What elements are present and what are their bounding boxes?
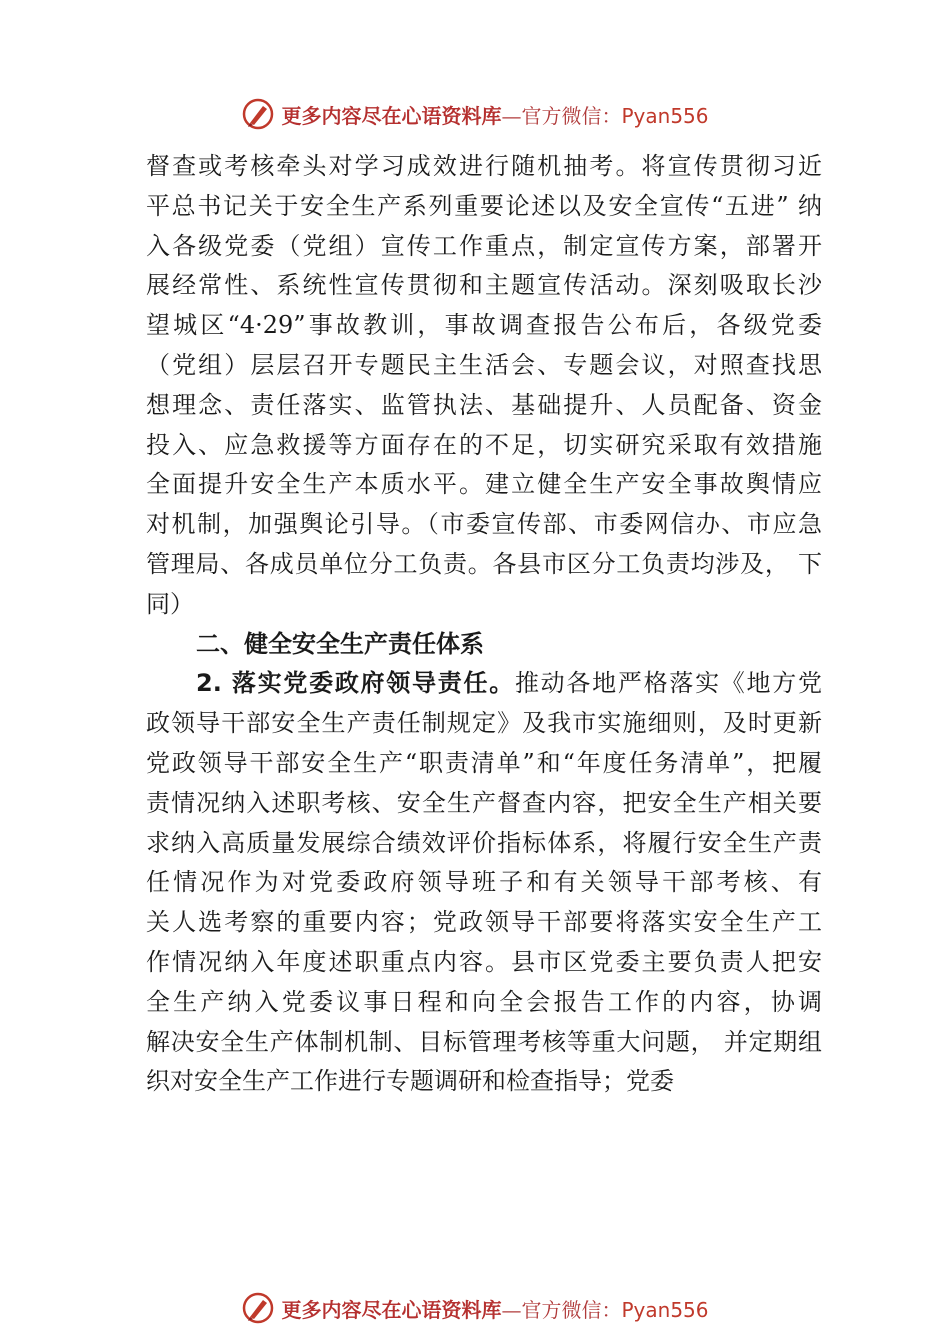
text-line: 望城区“4·29”事故教训，事故调查报告公布后，各级党委 — [146, 311, 822, 340]
text-line: 全生产纳入党委议事日程和向全会报告工作的内容，协调 — [146, 987, 822, 1016]
text-line: 关人选考察的重要内容；党政领导干部要将落实安全生产工 — [146, 908, 822, 937]
text-line: 对机制，加强舆论引导。（市委宣传部、市委网信办、市应急 — [146, 510, 822, 539]
banner-wechat-label: —官方微信： — [501, 103, 622, 128]
paragraph-item-2 — [146, 664, 822, 1102]
text-line: 织对安全生产工作进行专题调研和检查指导；党委 — [146, 1067, 674, 1096]
banner-wechat-id: Pyan556 — [621, 1297, 709, 1322]
text-line: 任情况作为对党委政府领导班子和有关领导干部考核、有 — [146, 868, 822, 897]
text-line: 同） — [146, 589, 194, 618]
pen-nib-logo-icon — [241, 1291, 275, 1325]
text-line: 投入、应急救援等方面存在的不足，切实研究采取有效措施 — [146, 430, 822, 459]
banner-text — [281, 1294, 708, 1323]
item-2-first-line-rest: 推动各地严格落实《地方党 — [514, 669, 823, 698]
text-line: 入各级党委（党组）宣传工作重点，制定宣传方案，部署开 — [146, 231, 822, 260]
paragraph-1 — [146, 147, 822, 625]
text-line: 督查或考核牵头对学习成效进行随机抽考。将宣传贯彻习近 — [146, 152, 822, 180]
text-line — [146, 664, 822, 704]
text-line: 解决安全生产体制机制、目标管理考核等重大问题， 并定期组 — [146, 1027, 822, 1056]
text-line: 求纳入高质量发展综合绩效评价指标体系，将履行安全生产责 — [146, 828, 822, 857]
text-line: 展经常性、系统性宣传贯彻和主题宣传活动。深刻吸取长沙 — [146, 271, 822, 300]
text-line: 作情况纳入年度述职重点内容。县市区党委主要负责人把安 — [146, 947, 822, 976]
banner-wechat-label: —官方微信： — [501, 1297, 622, 1322]
banner-site-name: 更多内容尽在心语资料库 — [281, 103, 502, 128]
text-line: 管理局、各成员单位分工负责。各县市区分工负责均涉及， 下 — [146, 549, 822, 578]
document-body — [146, 147, 822, 1102]
text-line: 责情况纳入述职考核、安全生产督查内容，把安全生产相关要 — [146, 788, 822, 817]
text-line: （党组）层层召开专题民主生活会、专题会议，对照查找思 — [146, 350, 822, 379]
header-banner — [0, 94, 950, 134]
text-line: 政领导干部安全生产责任制规定》及我市实施细则，及时更新 — [146, 709, 822, 738]
banner-site-name: 更多内容尽在心语资料库 — [281, 1297, 502, 1322]
banner-wechat-id: Pyan556 — [621, 103, 709, 128]
text-line: 想理念、责任落实、监管执法、基础提升、人员配备、资金 — [146, 390, 822, 419]
text-line: 全面提升安全生产本质水平。建立健全生产安全事故舆情应 — [146, 470, 822, 499]
section-heading: 二、健全安全生产责任体系 — [196, 629, 484, 658]
text-line: 平总书记关于安全生产系列重要论述以及安全宣传“五进” 纳 — [146, 191, 822, 220]
text-line: 党政领导干部安全生产“职责清单”和“年度任务清单”，把履 — [146, 748, 822, 777]
item-2-title: 2. 落实党委政府领导责任。 — [196, 669, 515, 698]
footer-banner — [0, 1288, 950, 1328]
banner-text — [281, 100, 708, 129]
pen-nib-logo-icon — [241, 97, 275, 131]
